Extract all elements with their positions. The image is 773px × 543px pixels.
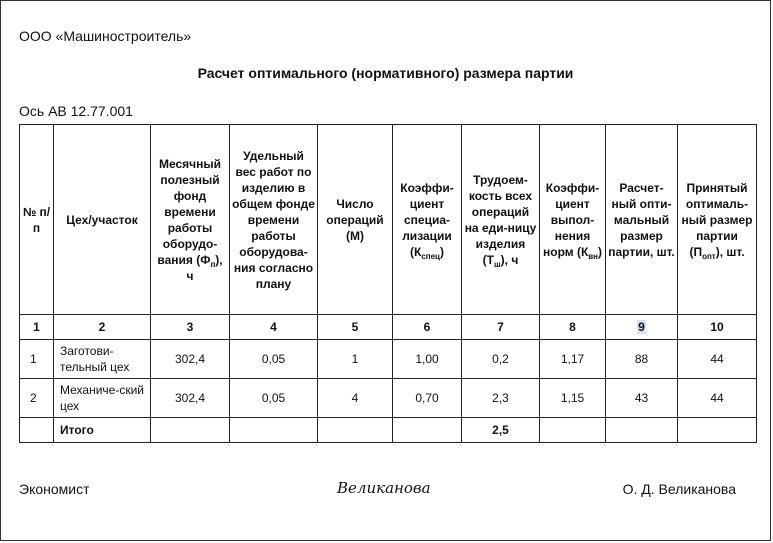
- work-share-cell: 0,05: [230, 340, 318, 379]
- header-time-fund: Месячный полезный фонд времени работы оборудо-вания $(Ф_п)$, ч: [151, 125, 230, 315]
- time-fund-cell: 302,4: [151, 379, 230, 418]
- header-labor-intensity: Трудоем-кость всех операций на еди-ницу изделия $(Т_ш)$, ч: [462, 125, 540, 315]
- column-number: 8: [540, 315, 606, 340]
- header-norm-fulfillment: Коэффи-циент выпол-нения норм $(К_{вн})$: [540, 125, 606, 315]
- organization-name: ООО «Машиностроитель»: [19, 28, 192, 44]
- column-number: 5: [318, 315, 393, 340]
- header-row: [20, 125, 757, 315]
- header-workshop: Цех/участок: [54, 125, 151, 315]
- empty-cell: [318, 418, 393, 443]
- operations-cell: 4: [318, 379, 393, 418]
- row-number: 2: [20, 379, 54, 418]
- column-numbers-row: [20, 315, 757, 340]
- accepted-batch-cell: 44: [678, 379, 757, 418]
- operations-cell: 1: [318, 340, 393, 379]
- row-number: 1: [20, 340, 54, 379]
- document-code: Ось АВ 12.77.001: [19, 103, 133, 119]
- workshop-name: Механиче-ский цех: [54, 379, 151, 418]
- empty-cell: [393, 418, 462, 443]
- table-row: [20, 379, 757, 418]
- calculated-batch-cell: 88: [606, 340, 678, 379]
- empty-cell: [20, 418, 54, 443]
- header-operations: Число операций (М): [318, 125, 393, 315]
- header-specialization: Коэффи-циент специа-лизации $(К_{спец})$: [393, 125, 462, 315]
- batch-size-table: [19, 124, 757, 443]
- calculated-batch-cell: 43: [606, 379, 678, 418]
- header-accepted-batch: Принятый оптималь-ный размер партии $(П_{опт})$, шт.: [678, 125, 757, 315]
- handwritten-signature: Великанова: [337, 479, 431, 497]
- total-row: [20, 418, 757, 443]
- selected-column-number[interactable]: 9: [638, 320, 645, 334]
- header-calculated-batch: Расчет-ный опти-мальный размер партии, шт.: [606, 125, 678, 315]
- specialization-cell: 0,70: [393, 379, 462, 418]
- workshop-name: Заготови-тельный цех: [54, 340, 151, 379]
- accepted-batch-cell: 44: [678, 340, 757, 379]
- labor-intensity-cell: 2,3: [462, 379, 540, 418]
- column-number: 7: [462, 315, 540, 340]
- column-number: 3: [151, 315, 230, 340]
- total-labor-intensity: 2,5: [462, 418, 540, 443]
- empty-cell: [540, 418, 606, 443]
- empty-cell: [678, 418, 757, 443]
- specialization-cell: 1,00: [393, 340, 462, 379]
- column-number: 1: [20, 315, 54, 340]
- norm-fulfillment-cell: 1,17: [540, 340, 606, 379]
- column-number: 10: [678, 315, 757, 340]
- total-label: Итого: [54, 418, 151, 443]
- signer-name: О. Д. Великанова: [622, 481, 736, 497]
- column-number: 2: [54, 315, 151, 340]
- column-number: [606, 315, 678, 340]
- column-number: 6: [393, 315, 462, 340]
- document-title: Расчет оптимального (нормативного) размера партии: [197, 65, 574, 81]
- header-work-share: Удельный вес работ по изделию в общем фонде времени работы оборудова-ния согласно плану: [230, 125, 318, 315]
- norm-fulfillment-cell: 1,15: [540, 379, 606, 418]
- empty-cell: [151, 418, 230, 443]
- time-fund-cell: 302,4: [151, 340, 230, 379]
- signer-role: Экономист: [19, 481, 90, 497]
- column-number: 4: [230, 315, 318, 340]
- work-share-cell: 0,05: [230, 379, 318, 418]
- header-number: № п/п: [20, 125, 54, 315]
- table-row: [20, 340, 757, 379]
- empty-cell: [230, 418, 318, 443]
- empty-cell: [606, 418, 678, 443]
- labor-intensity-cell: 0,2: [462, 340, 540, 379]
